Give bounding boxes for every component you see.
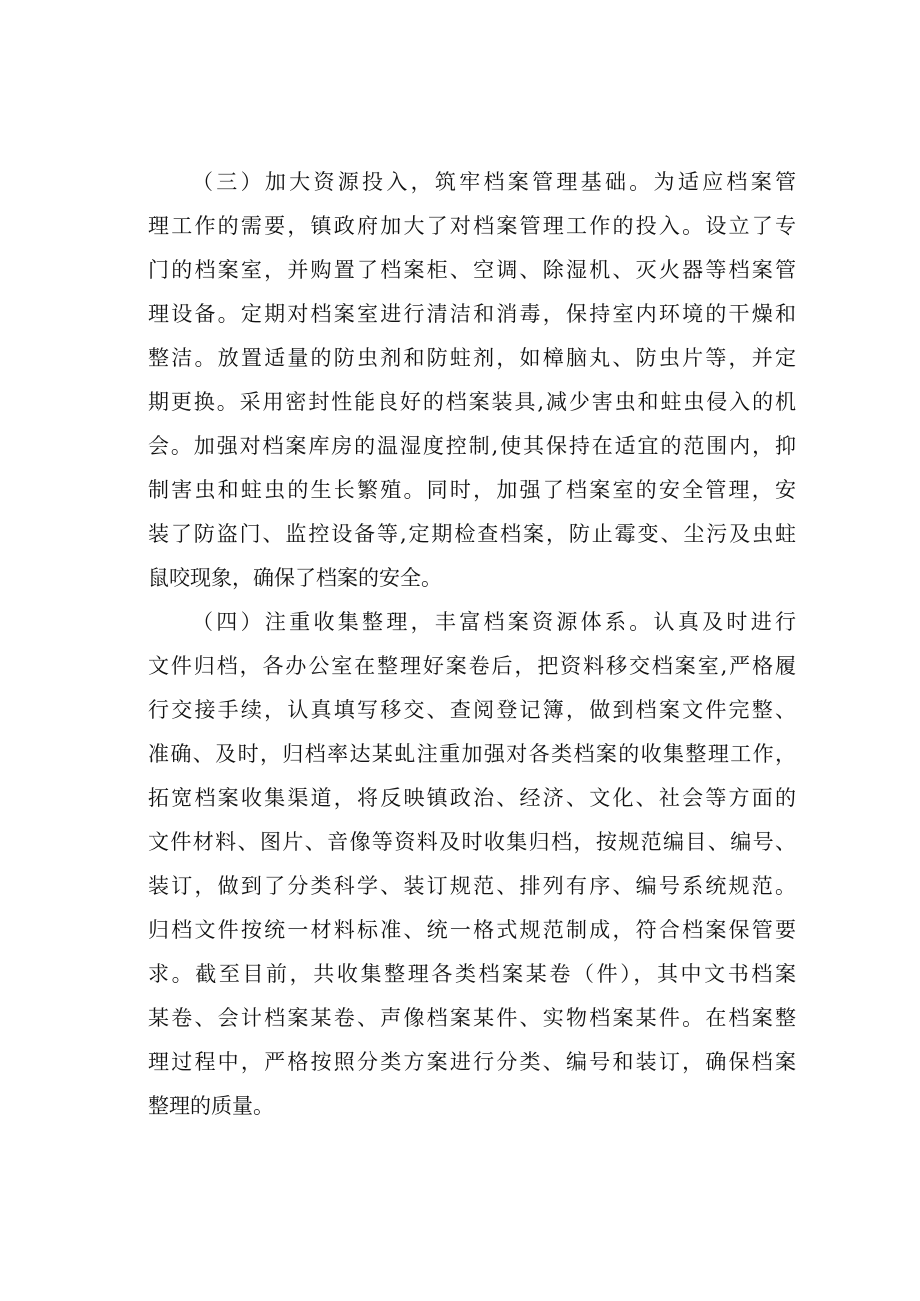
paragraph-line: 准确、及时，归档率达某虬注重加强对各类档案的收集整理工作， xyxy=(148,742,796,766)
paragraph-line: 行交接手续，认真填写移交、查阅登记簿，做到档案文件完整、 xyxy=(148,698,796,722)
paragraph-line: 装了防盗门、监控设备等,定期检查档案，防止霉变、尘污及虫蛀 xyxy=(148,522,796,546)
paragraph-line: 门的档案室，并购置了档案柜、空调、除湿机、灭火器等档案管 xyxy=(148,258,796,282)
paragraph-line: 某卷、会计档案某卷、声像档案某件、实物档案某件。在档案整 xyxy=(148,1006,796,1030)
paragraph-line: 归档文件按统一材料标准、统一格式规范制成，符合档案保管要 xyxy=(148,918,796,942)
paragraph-line: 装订，做到了分类科学、装订规范、排列有序、编号系统规范。 xyxy=(148,874,796,898)
paragraph-line: 会。加强对档案库房的温湿度控制,使其保持在适宜的范围内，抑 xyxy=(148,434,796,458)
paragraph-line: 理过程中，严格按照分类方案进行分类、编号和装订，确保档案 xyxy=(148,1050,796,1074)
paragraph-line: 文件材料、图片、音像等资料及时收集归档，按规范编目、编号、 xyxy=(148,830,796,854)
paragraph-line: 鼠咬现象，确保了档案的安全。 xyxy=(148,566,442,590)
paragraph-line: 拓宽档案收集渠道，将反映镇政治、经济、文化、社会等方面的 xyxy=(148,786,796,810)
paragraph-line: 求。截至目前，共收集整理各类档案某卷（件），其中文书档案 xyxy=(148,962,796,986)
paragraph-line: 制害虫和蛀虫的生长繁殖。同时，加强了档案室的安全管理，安 xyxy=(148,478,796,502)
paragraph-line: 理工作的需要，镇政府加大了对档案管理工作的投入。设立了专 xyxy=(148,214,796,238)
paragraph-line: 文件归档，各办公室在整理好案卷后，把资料移交档案室,严格履 xyxy=(148,654,796,678)
paragraph-line: 理设备。定期对档案室进行清洁和消毒，保持室内环境的干燥和 xyxy=(148,302,796,326)
paragraph-line: （四）注重收集整理，丰富档案资源体系。认真及时进行 xyxy=(192,610,796,634)
paragraph-line: （三）加大资源投入，筑牢档案管理基础。为适应档案管 xyxy=(192,170,796,194)
paragraph-line: 期更换。采用密封性能良好的档案装具,减少害虫和蛀虫侵入的机 xyxy=(148,390,796,414)
paragraph-line: 整洁。放置适量的防虫剂和防蛀剂，如樟脑丸、防虫片等，并定 xyxy=(148,346,796,370)
paragraph-line: 整理的质量。 xyxy=(148,1094,274,1118)
